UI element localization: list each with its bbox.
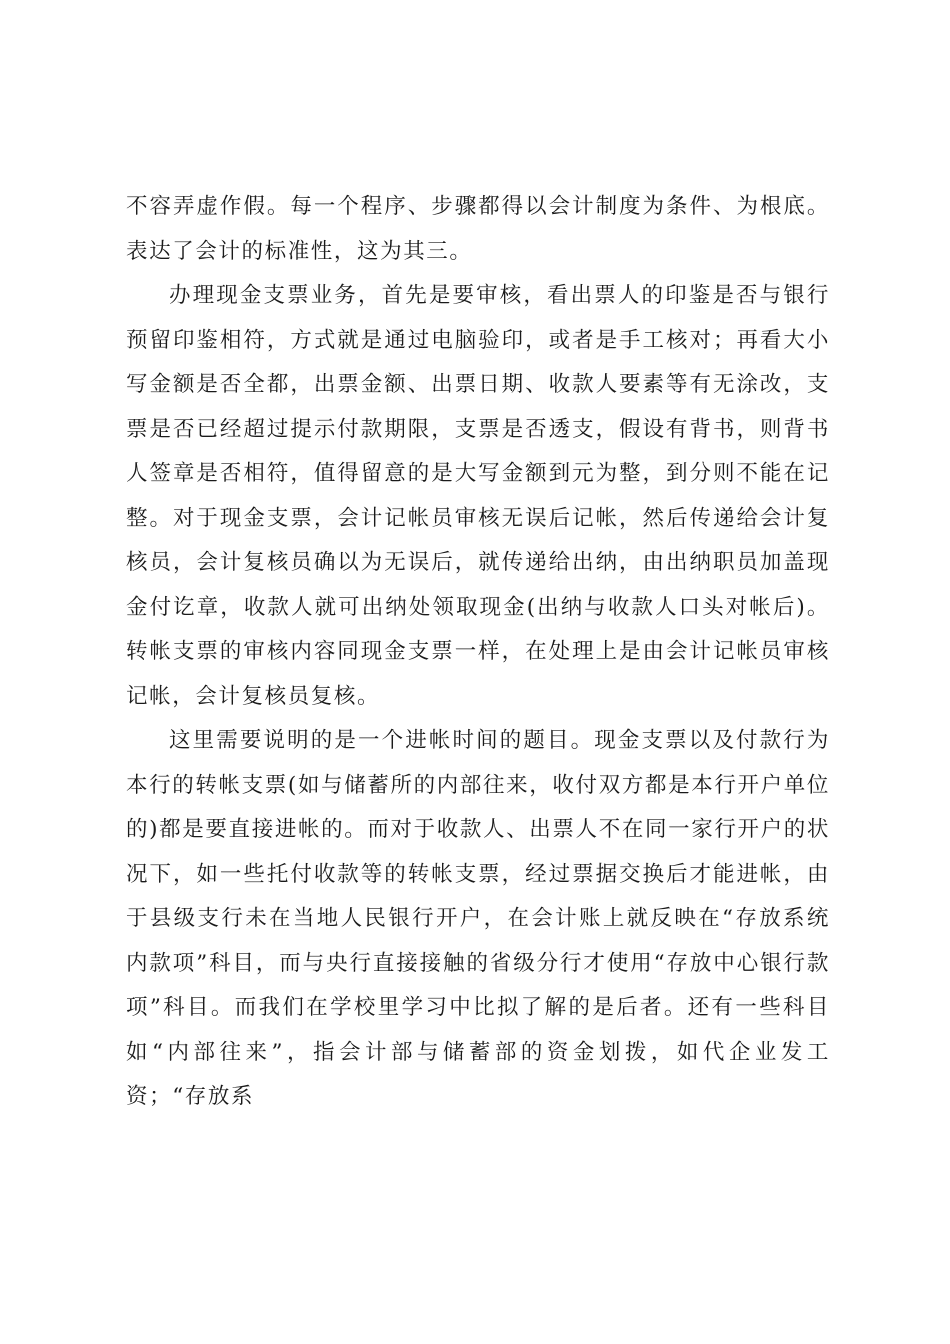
paragraph-cash-cheque: 办理现金支票业务，首先是要审核，看出票人的印鉴是否与银行预留印鉴相符，方式就是通过电脑验印，或者是手工核对；再看大小写金额是否全都，出票金额、出票日期、收款人要素等有无涂改，支票是否已经超过提示付款期限，支票是否透支，假设有背书，则背书人签章是否相符，值得留意的是大写金额到元为整，到分则不能在记整。对于现金支票，会计记帐员审核无误后记帐，然后传递给会计复核员，会计复核员确以为无误后，就传递给出纳，由出纳职员加盖现金付讫章，收款人就可出纳处领取现金(出纳与收款人口头对帐后)。转帐支票的审核内容同现金支票一样，在处理上是由会计记帐员审核记帐，会计复核员复核。 (126, 283, 830, 709)
paragraph-posting-time: 这里需要说明的是一个进帐时间的题目。现金支票以及付款行为本行的转帐支票(如与储蓄所的内部往来，收付双方都是本行开户单位的)都是要直接进帐的。而对于收款人、出票人不在同一家行开户的状况下，如一些托付收款等的转帐支票，经过票据交换后才能进帐，由于县级支行未在当地人民银行开户，在会计账上就反映在“存放系统内款项”科目，而与央行直接接触的省级分行才使用“存放中心银行款项”科目。而我们在学校里学习中比拟了解的是后者。还有一些科目如“内部往来”，指会计部与储蓄部的资金划拨，如代企业发工资；“存放系 (126, 728, 830, 1109)
paragraph-continuation: 不容弄虚作假。每一个程序、步骤都得以会计制度为条件、为根底。表达了会计的标准性，这为其三。 (126, 194, 830, 264)
document-body (126, 185, 830, 1120)
